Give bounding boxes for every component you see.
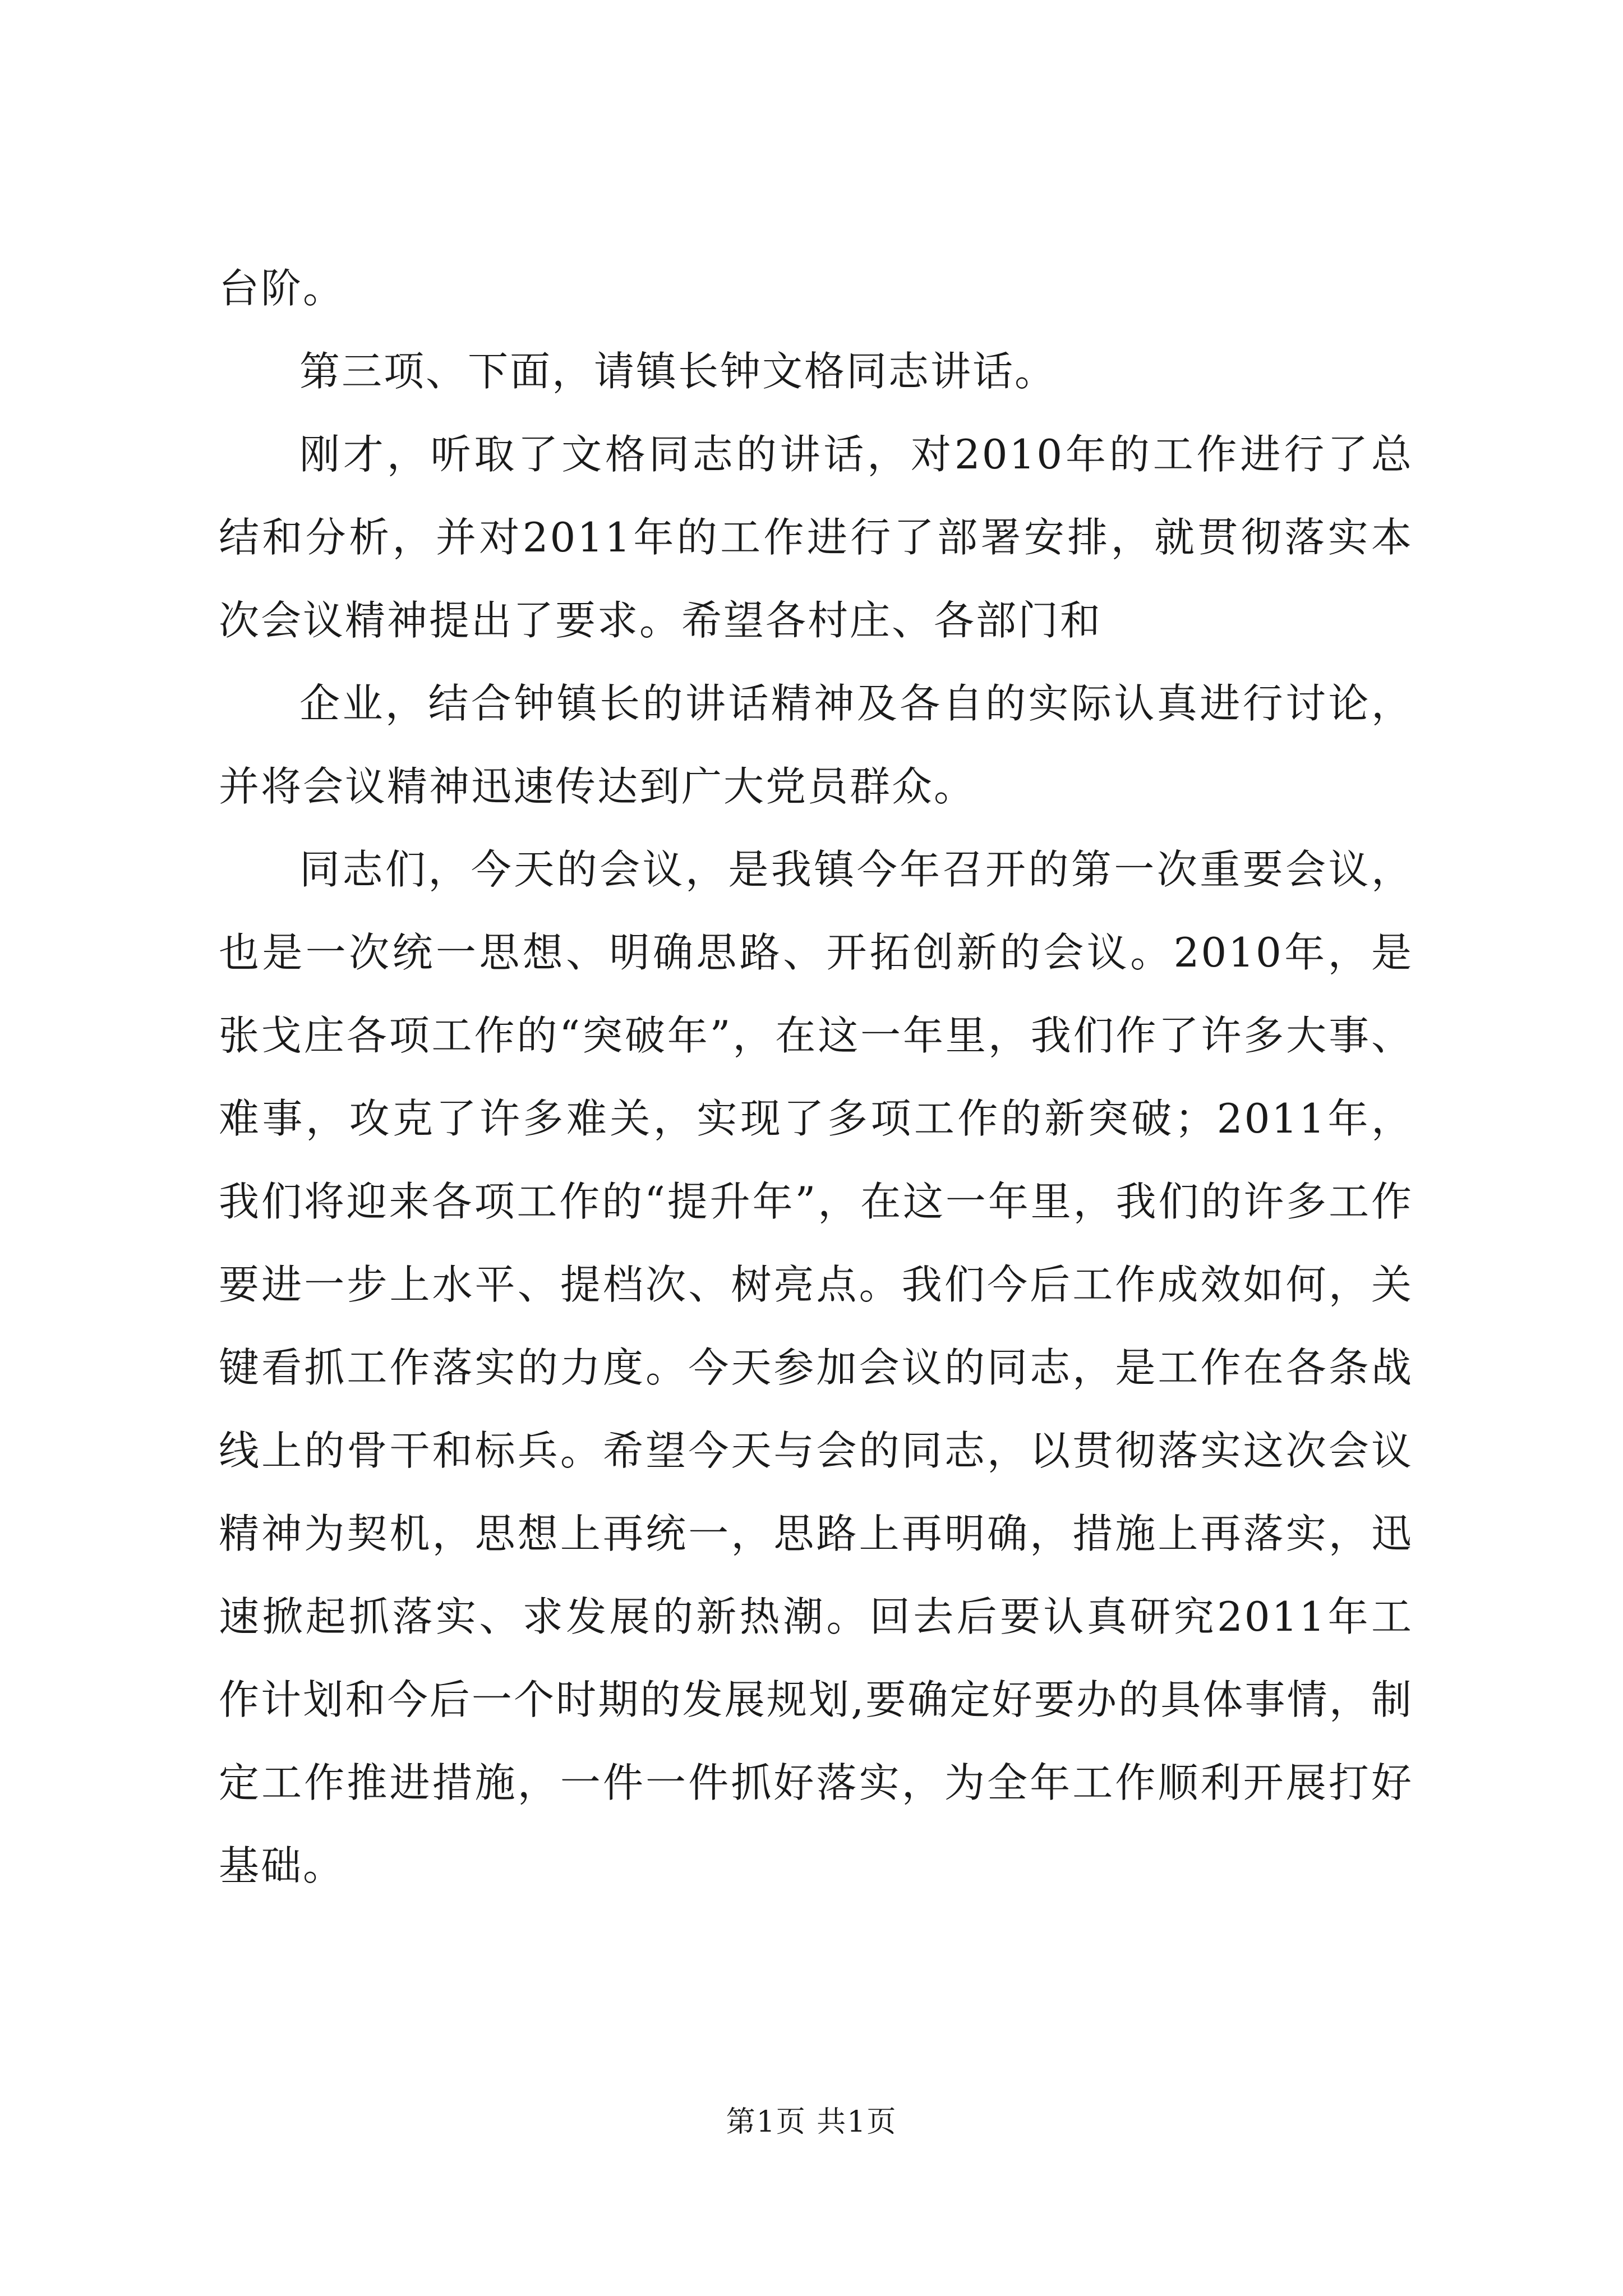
paragraph-closing-remarks: 同志们，今天的会议，是我镇今年召开的第一次重要会议，也是一次统一思想、明确思路、开拓创新的会议。2010年，是张戈庄各项工作的“突破年”，在这一年里，我们作了许多大事、难事，攻克了许多难关，实现了多项工作的新突破；2011年，我们将迎来各项工作的“提升年”，在这一年里，我们的许多工作要进一步上水平、提档次、树亮点。我们今后工作成效如何，关键看抓工作落实的力度。今天参加会议的同志，是工作在各条战线上的骨干和标兵。希望今天与会的同志，以贯彻落实这次会议精神为契机，思想上再统一，思路上再明确，措施上再落实，迅速掀起抓落实、求发展的新热潮。回去后要认真研究2011年工作计划和今后一个时期的发展规划,要确定好要办的具体事情，制定工作推进措施，一件一件抓好落实，为全年工作顺利开展打好基础。 [219, 846, 1413, 1889]
document-body [219, 247, 1413, 1907]
paragraph-continuation: 台阶。 [219, 265, 345, 312]
page-number-footer: 第1页 共1页 [726, 2105, 897, 2139]
paragraph-summary: 刚才，听取了文格同志的讲话，对2010年的工作进行了总结和分析，并对2011年的工作进行了部署安排，就贯彻落实本次会议精神提出了要求。希望各村庄、各部门和 [219, 431, 1413, 644]
paragraph-discussion: 企业，结合钟镇长的讲话精神及各自的实际认真进行讨论，并将会议精神迅速传达到广大党员群众。 [219, 680, 1413, 810]
paragraph-agenda-item: 第三项、下面，请镇长钟文格同志讲话。 [299, 348, 1057, 395]
